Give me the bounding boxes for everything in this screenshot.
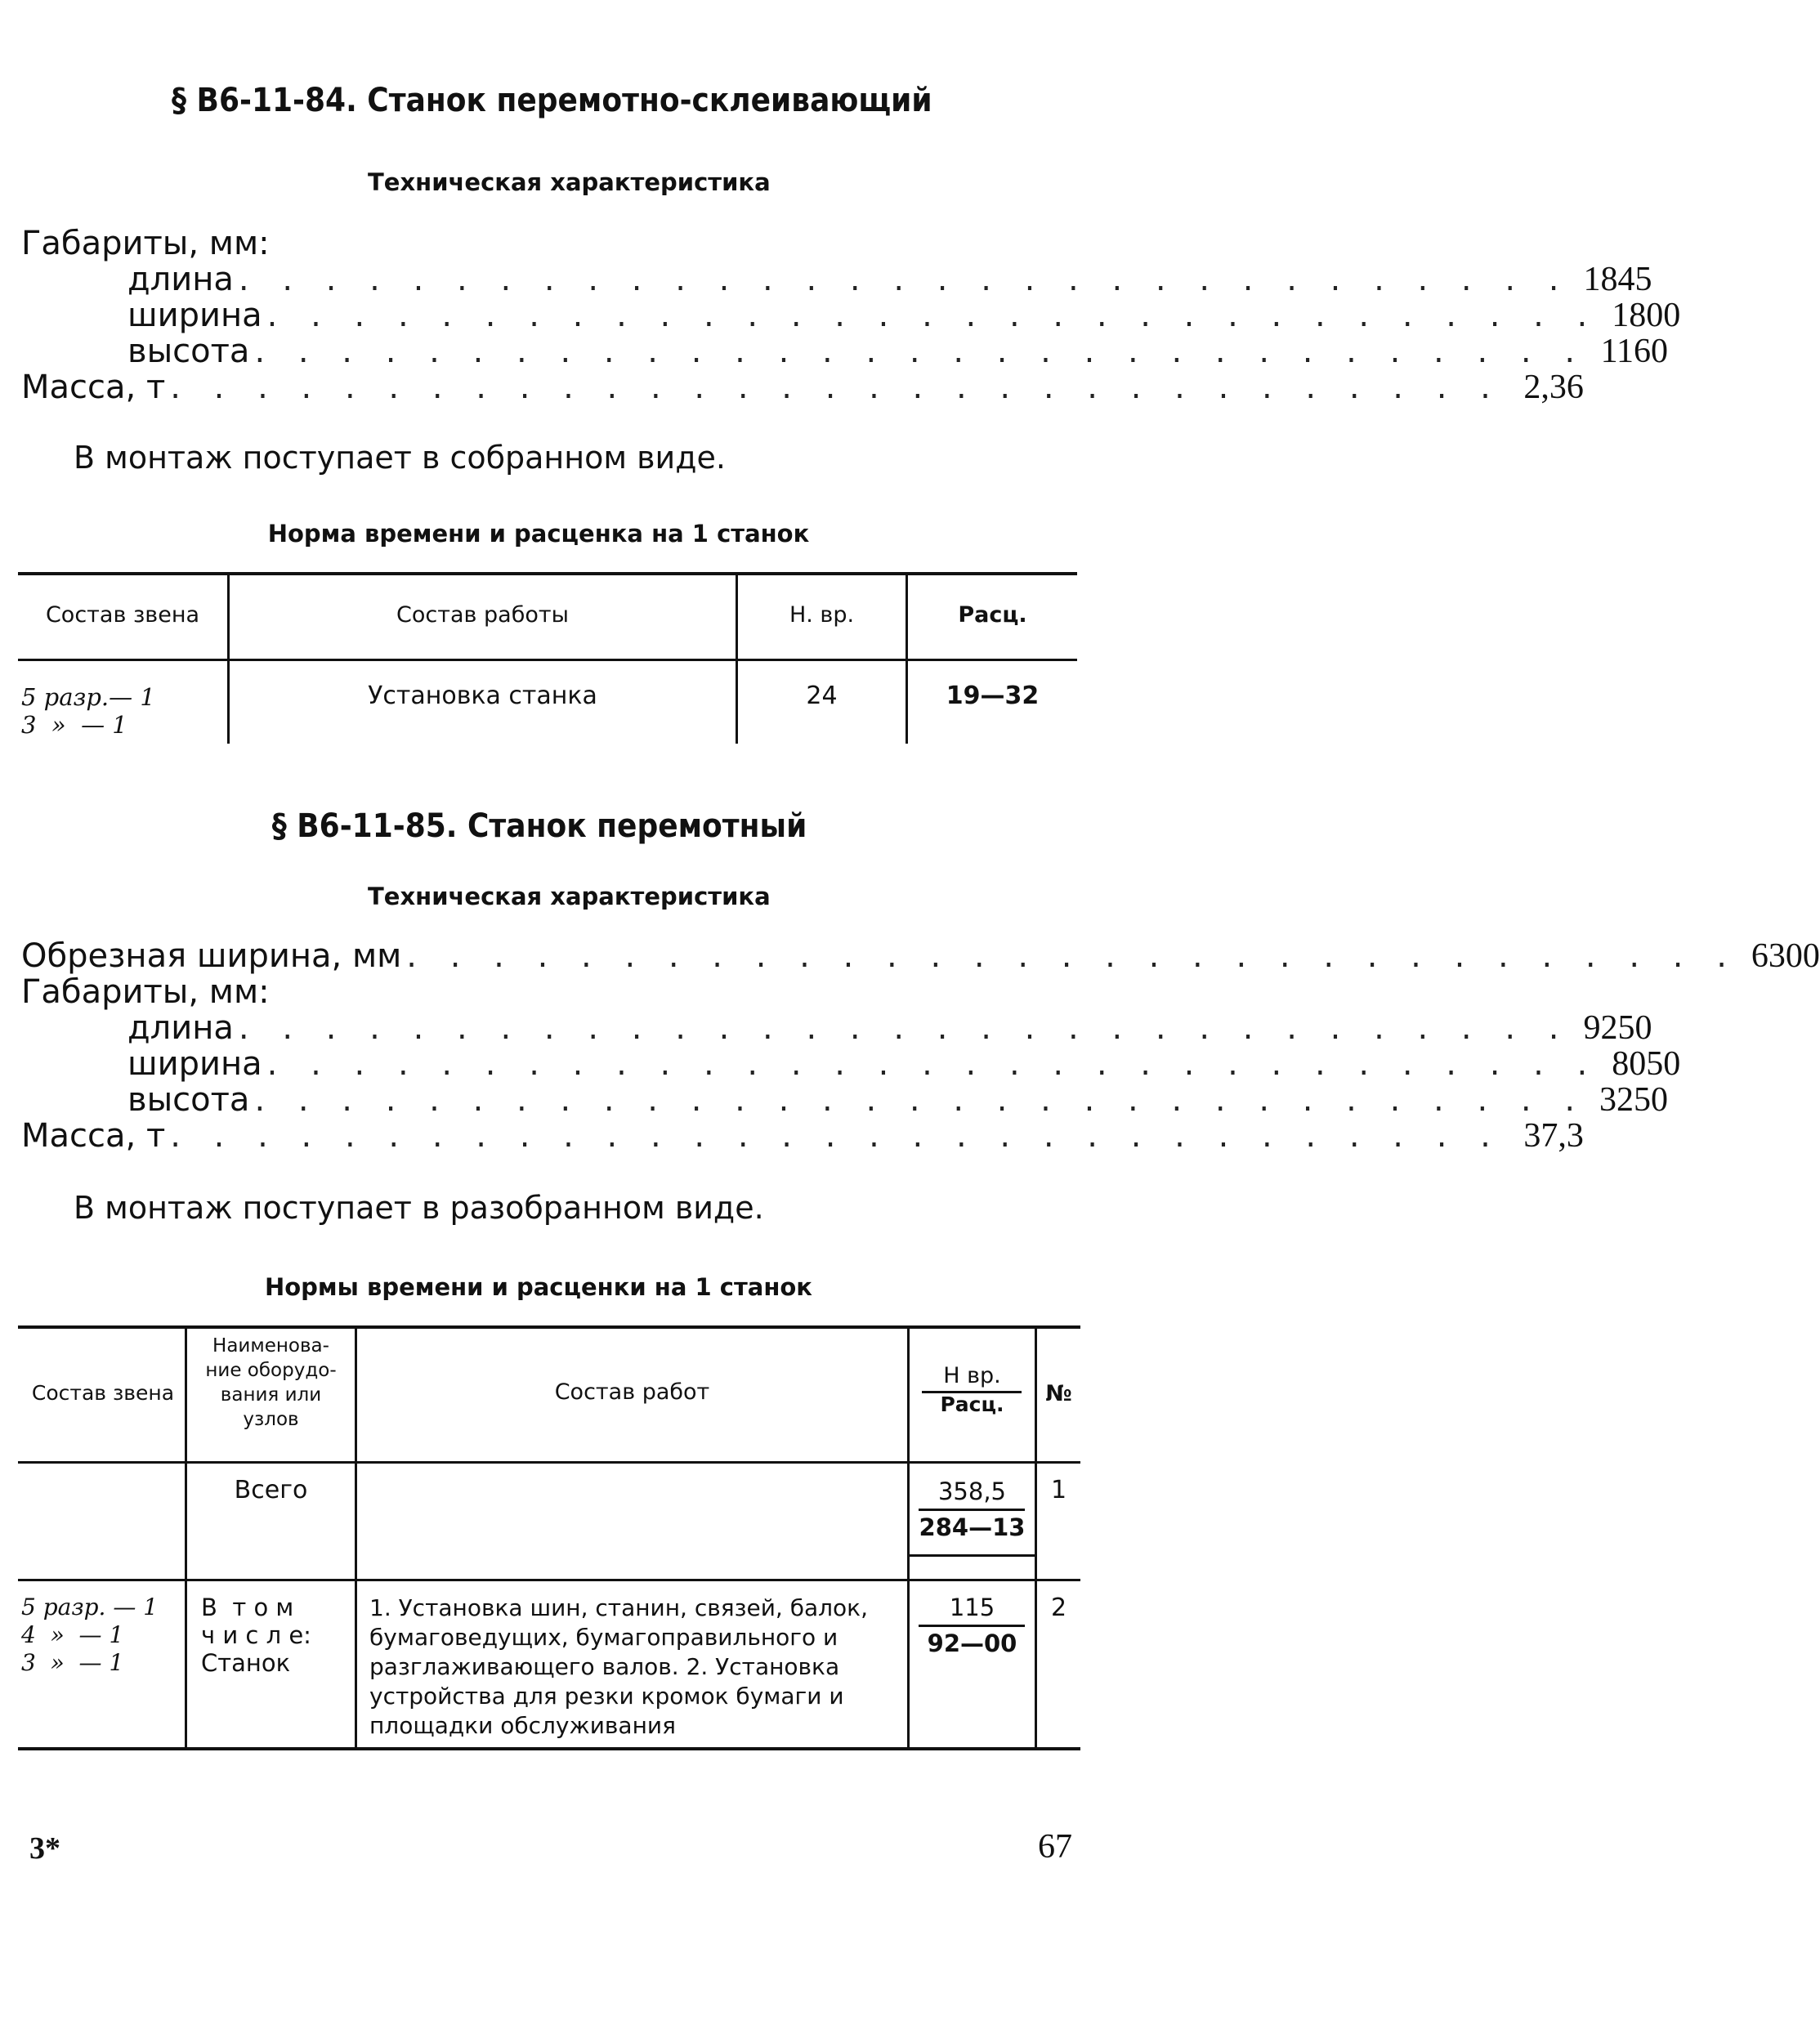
spec-label: Обрезная ширина, мм <box>21 937 402 975</box>
norm-value: 115 <box>949 1594 995 1621</box>
spec-label: длина <box>127 261 234 298</box>
equipment-line: В т о м <box>201 1594 294 1621</box>
header-line: вания или <box>220 1384 322 1406</box>
leader-dots: . . . . . . . . . . . . . . . . . . . . . . . . . . . . . . . <box>238 1009 1571 1047</box>
table-header-num: № <box>1045 1381 1072 1406</box>
spec-label: ширина <box>127 297 262 334</box>
table-header-norm: Н вр. <box>943 1363 1001 1388</box>
leader-dots: . . . . . . . . . . . . . . . . . . . . . . . . . . . . . . . <box>254 333 1587 370</box>
spec-label: длина <box>127 1009 234 1047</box>
table-header-crew: Состав звена <box>45 602 200 628</box>
spec-row <box>21 369 1584 406</box>
work-description: Установка станка <box>368 682 597 710</box>
spec-row <box>21 1045 1681 1083</box>
table-header-norm: Н. вр. <box>789 602 855 628</box>
table-header-work: Состав работ <box>554 1379 710 1405</box>
table-divider <box>736 572 738 744</box>
cell-rule <box>910 1554 1035 1557</box>
spec-value: 6300 <box>1751 937 1820 975</box>
spec-row <box>21 974 1051 1010</box>
section2-assembly-note: В монтаж поступает в разобранном виде. <box>74 1190 764 1226</box>
spec-value: 1160 <box>1600 333 1669 370</box>
section2-spec-title: Техническая характеристика <box>368 883 771 910</box>
rate-value: 19—32 <box>946 682 1040 710</box>
table-header-rate: Расц. <box>940 1392 1004 1416</box>
spec-value: 1800 <box>1612 297 1681 334</box>
table-rule <box>18 1325 1080 1329</box>
spec-label: ширина <box>127 1045 262 1083</box>
row-number: 2 <box>1050 1594 1067 1622</box>
leader-dots: . . . . . . . . . . . . . . . . . . . . . . . . . . . . . . . <box>266 297 1599 334</box>
spec-value: 37,3 <box>1523 1117 1584 1155</box>
spec-label: Масса, т <box>21 1117 166 1155</box>
table-header-work: Состав работы <box>396 602 569 628</box>
spec-row <box>21 1009 1652 1047</box>
equipment-cell <box>201 1594 355 1677</box>
spec-row <box>21 937 1820 975</box>
norm-value: 24 <box>806 682 838 710</box>
table-header-crew: Состав звена <box>31 1381 175 1405</box>
spec-value: 9250 <box>1583 1009 1652 1047</box>
spec-value: 1845 <box>1583 261 1652 298</box>
equipment-line: Станок <box>201 1649 291 1677</box>
crew-line: 5 разр. — 1 <box>21 1594 159 1620</box>
table-divider <box>906 572 908 744</box>
work-line: 1. Установка шин, станин, связей, балок, <box>369 1594 868 1621</box>
work-description <box>369 1594 899 1741</box>
leader-dots: . . . . . . . . . . . . . . . . . . . . . . . . . . . . . . . <box>170 369 1502 406</box>
spec-row <box>21 333 1669 370</box>
crew-line: 3 » — 1 <box>21 711 127 739</box>
table-rule <box>18 1747 1080 1750</box>
spec-label: высота <box>127 1081 250 1119</box>
page-number: 67 <box>1038 1828 1072 1866</box>
table-rule <box>18 1461 1080 1464</box>
header-line: ние оборудо- <box>205 1360 337 1381</box>
spec-row <box>21 297 1681 334</box>
row-number: 1 <box>1050 1476 1067 1504</box>
header-line: Наименова- <box>212 1335 329 1357</box>
spec-row <box>21 261 1652 298</box>
fraction-bar <box>919 1509 1025 1511</box>
crew-line: 3 » — 1 <box>21 1649 124 1676</box>
equipment-line: ч и с л е: <box>201 1621 311 1649</box>
section1-spec-title: Техническая характеристика <box>368 168 771 196</box>
leader-dots: . . . . . . . . . . . . . . . . . . . . . . . . . . . . . . . <box>406 937 1738 975</box>
rate-value: 284—13 <box>919 1513 1026 1541</box>
table-rule <box>18 572 1077 575</box>
leader-dots: . . . . . . . . . . . . . . . . . . . . . . . . . . . . . . . <box>254 1081 1587 1119</box>
table-header-rate: Расц. <box>958 602 1027 628</box>
work-line: разглаживающего валов. 2. Установка <box>369 1653 840 1680</box>
table-rule <box>18 1579 1080 1581</box>
section1-assembly-note: В монтаж поступает в собранном виде. <box>74 440 726 476</box>
table-divider <box>227 572 230 744</box>
spec-value: 2,36 <box>1523 369 1584 406</box>
spec-label: Масса, т <box>21 369 166 406</box>
section1-table-title: Норма времени и расценка на 1 станок <box>267 520 810 548</box>
spec-row <box>21 1081 1669 1119</box>
work-line: устройства для резки кромок бумаги и <box>369 1683 844 1710</box>
leader-dots: . . . . . . . . . . . . . . . . . . . . . . . . . . . . . . . <box>266 1045 1599 1083</box>
spec-label: высота <box>127 333 250 370</box>
spec-value: 3250 <box>1599 1081 1669 1119</box>
spec-label: Габариты, мм: <box>21 973 270 1011</box>
norm-value: 358,5 <box>937 1477 1007 1505</box>
header-line: узлов <box>243 1409 299 1430</box>
crew-line: 5 разр.— 1 <box>21 683 155 711</box>
table-header-equipment <box>187 1334 355 1432</box>
rate-value: 92—00 <box>927 1629 1017 1657</box>
equipment-cell: Всего <box>234 1476 308 1504</box>
spec-label: Габариты, мм: <box>21 225 270 262</box>
work-line: бумаговедущих, бумагоправильного и <box>369 1624 838 1651</box>
spec-row <box>21 1117 1584 1155</box>
section2-table-title: Нормы времени и расценки на 1 станок <box>264 1273 812 1301</box>
work-line: площадки обслуживания <box>369 1712 676 1739</box>
crew-line: 4 » — 1 <box>21 1621 124 1648</box>
leader-dots: . . . . . . . . . . . . . . . . . . . . . . . . . . . . . . . <box>170 1117 1502 1155</box>
spec-row <box>21 226 1051 262</box>
fraction-bar <box>919 1625 1025 1627</box>
section1-title: § В6-11-84. Станок перемотно-склеивающий <box>172 82 932 119</box>
table-rule <box>18 659 1077 661</box>
section2-title: § В6-11-85. Станок перемотный <box>271 807 807 845</box>
leader-dots: . . . . . . . . . . . . . . . . . . . . . . . . . . . . . . . <box>238 261 1571 298</box>
signature-mark: 3* <box>29 1831 60 1866</box>
spec-value: 8050 <box>1612 1045 1681 1083</box>
